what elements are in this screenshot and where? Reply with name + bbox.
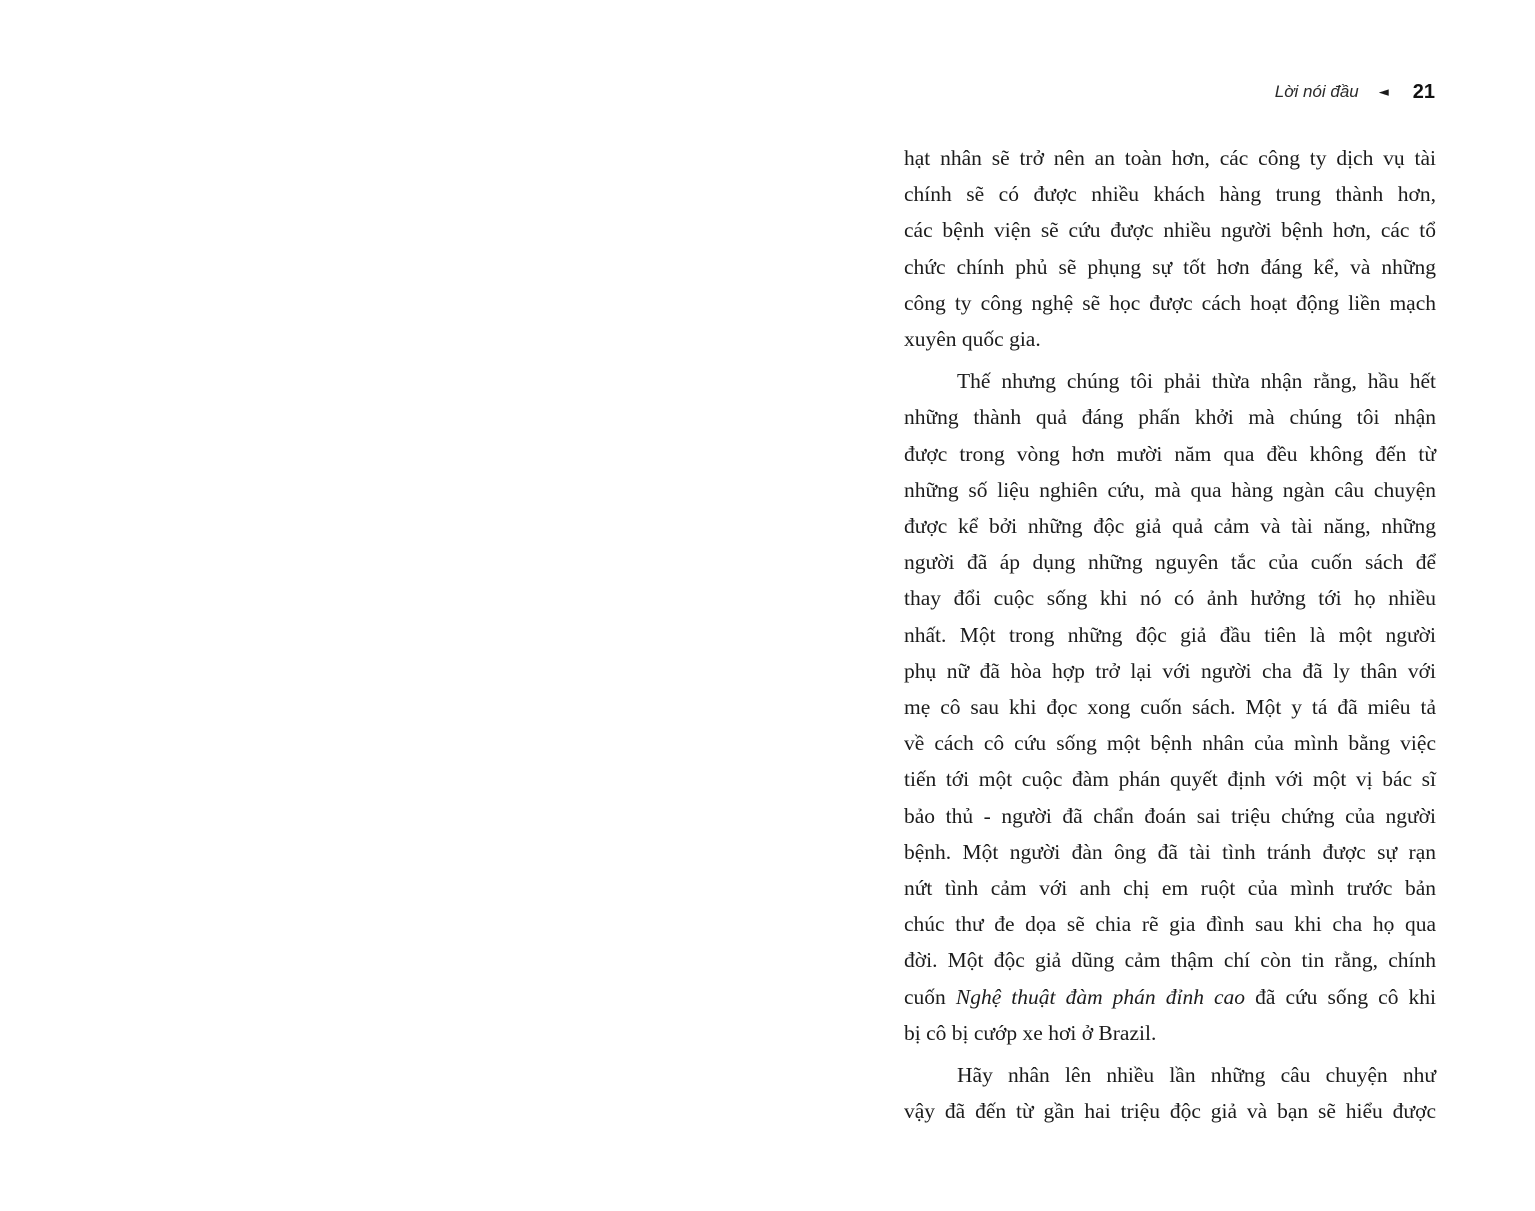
left-triangle-icon: ◄ <box>1378 84 1389 100</box>
running-header <box>1100 78 1435 106</box>
text-line: tiến tới một cuộc đàm phán quyết định với một vị bác sĩ <box>904 767 1436 792</box>
paragraph-1 <box>904 140 1436 357</box>
text-line: thay đổi cuộc sống khi nó có ảnh hưởng tới họ nhiều <box>904 586 1436 611</box>
text-line: công ty công nghệ sẽ học được cách hoạt động liền mạch <box>904 290 1436 315</box>
book-line-prefix: cuốn <box>904 984 956 1009</box>
text-line: về cách cô cứu sống một bệnh nhân của mình bằng việc <box>904 731 1436 756</box>
text-line: người đã áp dụng những nguyên tắc của cuốn sách để <box>904 550 1436 575</box>
text-line: mẹ cô sau khi đọc xong cuốn sách. Một y tá đã miêu tả <box>904 695 1436 720</box>
text-line: đời. Một độc giả dũng cảm thậm chí còn tin rằng, chính <box>904 948 1436 973</box>
text-line: Hãy nhân lên nhiều lần những câu chuyện như <box>957 1063 1436 1088</box>
text-line: phụ nữ đã hòa hợp trở lại với người cha đã ly thân với <box>904 658 1436 683</box>
text-line: Thế nhưng chúng tôi phải thừa nhận rằng, hầu hết <box>957 369 1436 394</box>
text-line: những thành quả đáng phấn khởi mà chúng tôi nhận <box>904 405 1436 430</box>
text-line: hạt nhân sẽ trở nên an toàn hơn, các công ty dịch vụ tài <box>904 146 1436 170</box>
paragraph-2 <box>904 363 1436 1051</box>
text-line: nhất. Một trong những độc giả đầu tiên là một người <box>904 622 1436 647</box>
text-line: chúc thư đe dọa sẽ chia rẽ gia đình sau khi cha họ qua <box>904 912 1436 937</box>
text-line: chính sẽ có được nhiều khách hàng trung thành hơn, <box>904 182 1436 207</box>
book-title-line <box>904 979 1436 1015</box>
book-title: Nghệ thuật đàm phán đỉnh cao <box>955 984 1246 1009</box>
text-line: bảo thủ - người đã chẩn đoán sai triệu chứng của người <box>904 803 1436 828</box>
text-line: được kể bởi những độc giả quả cảm và tài năng, những <box>904 514 1436 539</box>
text-line: bị cô bị cướp xe hơi ở Brazil. <box>904 1020 1157 1045</box>
text-line: được trong vòng hơn mười năm qua đều không đến từ <box>904 441 1436 466</box>
text-line: nứt tình cảm với anh chị em ruột của mình trước bản <box>904 876 1436 901</box>
paragraph-3 <box>904 1057 1436 1129</box>
text-line: chức chính phủ sẽ phụng sự tốt hơn đáng kể, và những <box>904 254 1436 279</box>
text-line: bệnh. Một người đàn ông đã tài tình tránh được sự rạn <box>904 839 1436 864</box>
text-line: xuyên quốc gia. <box>904 327 1041 352</box>
book-line-suffix: đã cứu sống cô khi <box>1245 984 1437 1009</box>
text-line: các bệnh viện sẽ cứu được nhiều người bệnh hơn, các tổ <box>904 218 1436 243</box>
text-line: những số liệu nghiên cứu, mà qua hàng ngàn câu chuyện <box>904 477 1436 502</box>
section-title: Lời nói đầu <box>1274 82 1359 101</box>
text-line: vậy đã đến từ gần hai triệu độc giả và bạn sẽ hiểu được <box>904 1099 1436 1124</box>
page-number: 21 <box>1412 80 1435 103</box>
body-text <box>904 140 1436 1129</box>
